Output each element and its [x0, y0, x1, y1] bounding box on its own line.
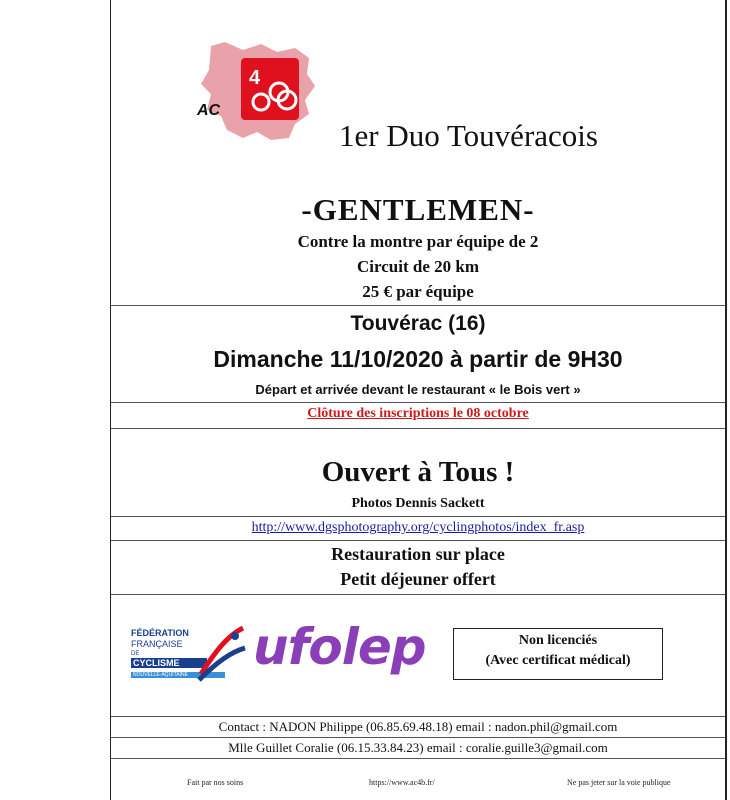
divider	[111, 737, 725, 738]
ffc-logo	[127, 620, 247, 688]
deadline-label: Clôture des inscriptions le 08 octobre	[307, 406, 529, 421]
ffc-line-1: FÉDÉRATION	[131, 628, 189, 638]
photo-url	[111, 520, 725, 536]
svg-text:4: 4	[249, 67, 261, 89]
divider	[111, 305, 725, 306]
logo-text: AC	[197, 102, 221, 119]
photo-url-link[interactable]: http://www.dgsphotography.org/cyclingphotos/index_fr.asp	[251, 520, 585, 535]
ufolep-logo: ufolep	[253, 618, 426, 676]
photos-credit: Photos Dennis Sackett	[351, 496, 485, 511]
non-licencies-line2: (Avec certificat médical)	[485, 653, 631, 668]
non-licencies-line1: Non licenciés	[518, 633, 598, 648]
divider	[111, 594, 725, 595]
cyclist-swoosh-icon	[197, 622, 247, 684]
price-text: 25 € par équipe	[362, 282, 474, 301]
open-heading: Ouvert à Tous !	[321, 456, 515, 488]
footer-left: Fait par nos soins	[187, 778, 244, 787]
date-text: Dimanche 11/10/2020 à partir de 9H30	[213, 346, 623, 372]
circuit-text: Circuit de 20 km	[357, 257, 479, 276]
footer-center: https://www.ac4b.fr/	[369, 778, 435, 787]
deadline-text	[111, 406, 725, 422]
start-text: Départ et arrivée devant le restaurant « le Bois vert »	[255, 382, 581, 397]
breakfast-text: Petit déjeuner offert	[340, 569, 496, 589]
contact-line-1: Contact : NADON Philippe (06.85.69.48.18) email : nadon.phil@gmail.com	[218, 719, 618, 734]
ffc-line-5: NOUVELLE-AQUITAINE	[131, 672, 225, 678]
contact-line-2: Mlle Guillet Coralie (06.15.33.84.23) email : coralie.guille3@gmail.com	[228, 740, 608, 755]
divider	[111, 540, 725, 541]
divider	[111, 428, 725, 429]
ffc-line-4: CYCLISME	[131, 658, 207, 668]
page-title: 1er Duo Touvéracois	[339, 118, 598, 153]
footer-right: Ne pas jeter sur la voie publique	[567, 778, 671, 787]
map-logo-icon	[191, 40, 321, 150]
format-text: Contre la montre par équipe de 2	[297, 232, 539, 251]
category-heading: -GENTLEMEN-	[301, 192, 535, 227]
catering-text: Restauration sur place	[331, 544, 505, 564]
non-licencies-box	[453, 628, 663, 680]
divider	[111, 716, 725, 717]
divider	[111, 516, 725, 517]
ffc-line-3: DE	[131, 651, 140, 657]
divider	[111, 758, 725, 759]
ffc-line-2: FRANÇAISE	[131, 639, 183, 649]
flyer-sheet	[110, 0, 727, 800]
divider	[111, 402, 725, 403]
location-text: Touvérac (16)	[350, 312, 486, 335]
club-logo	[191, 40, 321, 150]
